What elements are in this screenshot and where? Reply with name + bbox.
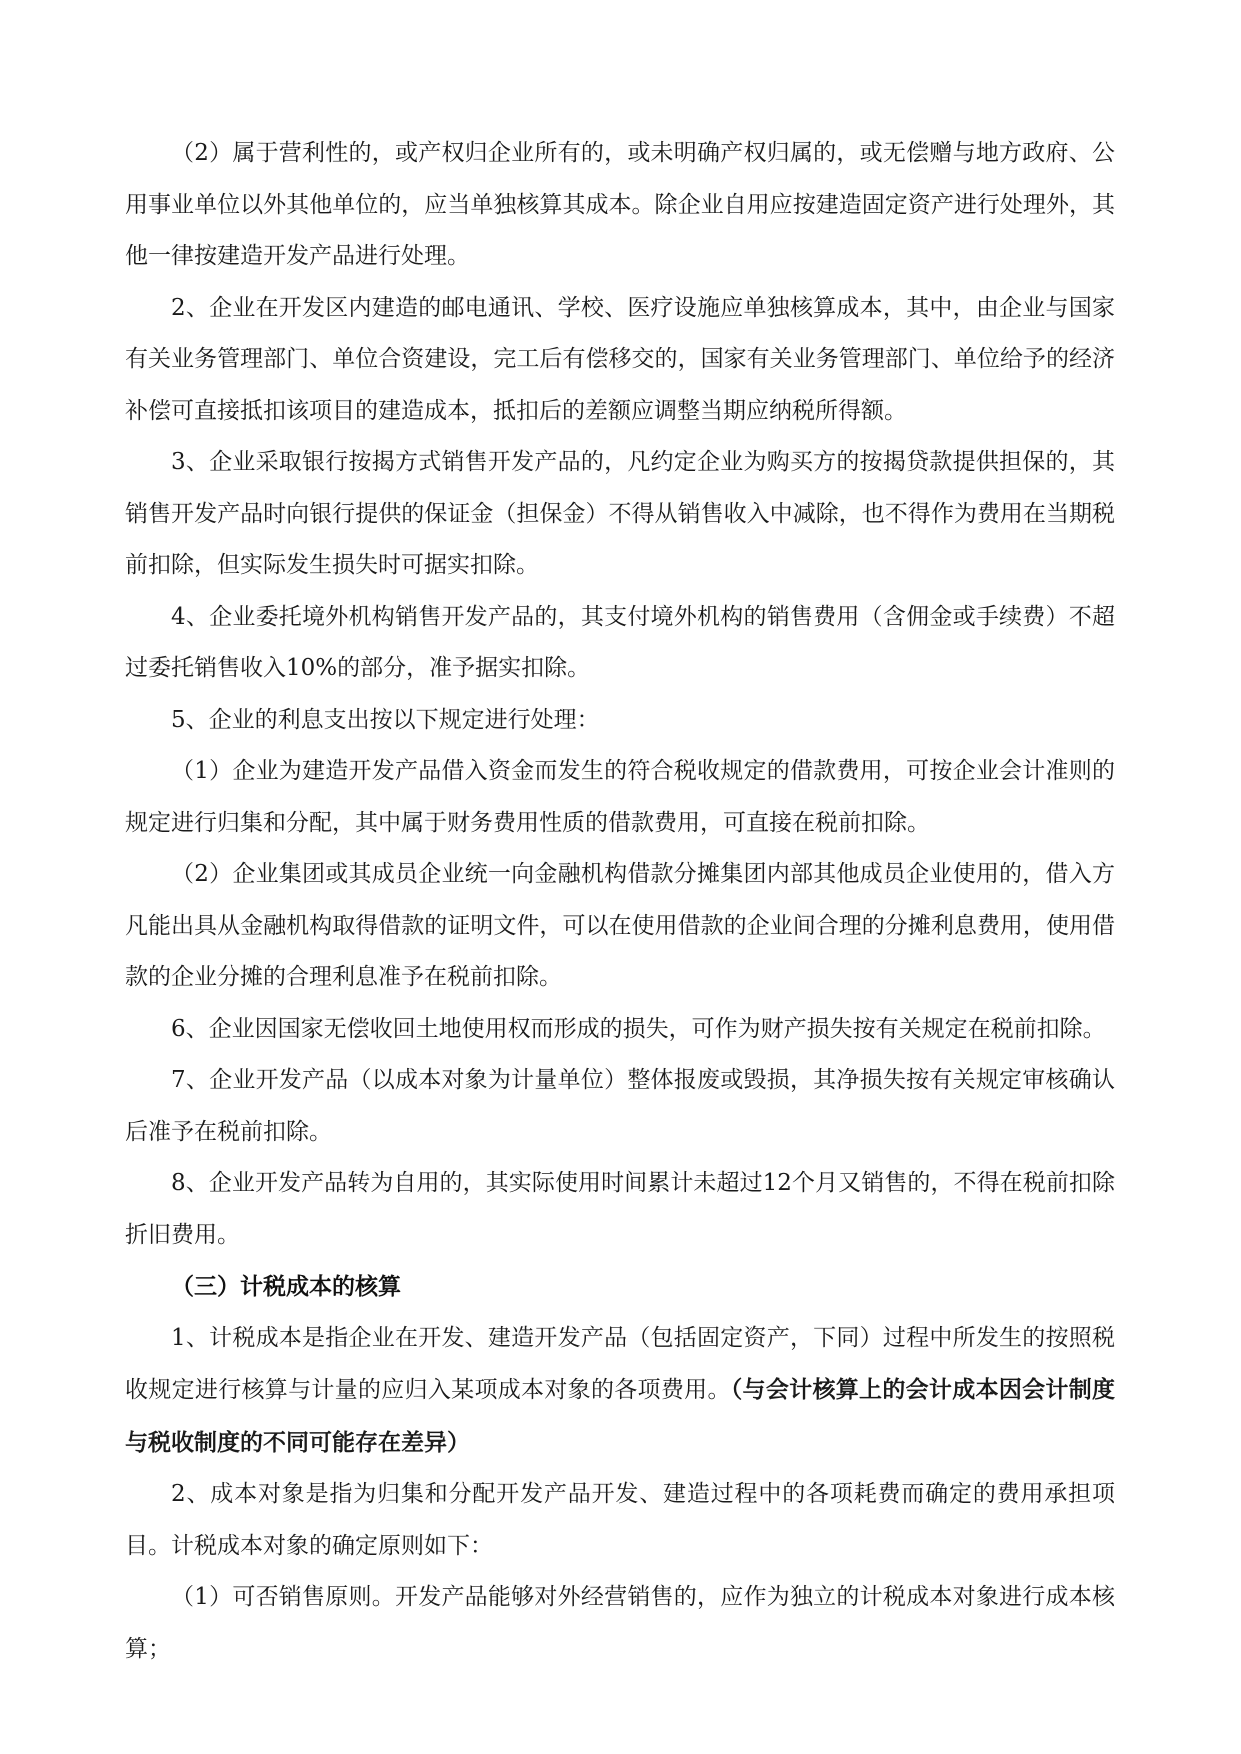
paragraph-scrap-loss: 7、企业开发产品（以成本对象为计量单位）整体报废或毁损，其净损失按有关规定审核确认后准予在税前扣除。: [125, 1067, 1115, 1145]
paragraph-mortgage-guarantee: 3、企业采取银行按揭方式销售开发产品的，凡约定企业为购买方的按揭贷款提供担保的，其销售开发产品时向银行提供的保证金（担保金）不得从销售收入中减除，也不得作为费用在当期税前扣除，但实际发生损失时可据实扣除。: [125, 449, 1115, 578]
paragraph-self-use-depreciation: 8、企业开发产品转为自用的，其实际使用时间累计未超过12个月又销售的，不得在税前扣除折旧费用。: [125, 1170, 1115, 1248]
section-heading-tax-cost: （三）计税成本的核算: [171, 1273, 401, 1300]
paragraph-interest-expense: 5、企业的利息支出按以下规定进行处理：: [171, 706, 600, 733]
tax-cost-bold-note: （与会计核算上的会计成本因会计制度与税收制度的不同可能存在差异）: [125, 1376, 1116, 1456]
paragraph-saleability-principle: （1）可否销售原则。开发产品能够对外经营销售的，应作为独立的计税成本对象进行成本核算；: [125, 1584, 1115, 1662]
paragraph-telecom-school-medical: 2、企业在开发区内建造的邮电通讯、学校、医疗设施应单独核算成本，其中，由企业与国家有关业务管理部门、单位合资建设，完工后有偿移交的，国家有关业务管理部门、单位给予的经济补偿可直接抵扣该项目的建造成本，抵扣后的差额应调整当期应纳税所得额。: [125, 294, 1115, 424]
document-page: [125, 128, 1115, 1675]
paragraph-cost-object-definition: 2、成本对象是指为归集和分配开发产品开发、建造过程中的各项耗费而确定的费用承担项目。计税成本对象的确定原则如下：: [125, 1481, 1115, 1559]
tax-cost-definition-text: 1、计税成本是指企业在开发、建造开发产品（包括固定资产，下同）过程中所发生的按照税收规定进行核算与计量的应归入某项成本对象的各项费用。: [125, 1324, 1115, 1403]
paragraph-group-borrowing: （2）企业集团或其成员企业统一向金融机构借款分摊集团内部其他成员企业使用的，借入方凡能出具从金融机构取得借款的证明文件，可以在使用借款的企业间合理的分摊利息费用，使用借款的企业分摊的合理利息准予在税前扣除。: [125, 861, 1115, 990]
paragraph-land-recovery-loss: 6、企业因国家无偿收回土地使用权而形成的损失，可作为财产损失按有关规定在税前扣除。: [171, 1015, 1106, 1042]
paragraph-2-profit-property: （2）属于营利性的，或产权归企业所有的，或未明确产权归属的，或无偿赠与地方政府、公用事业单位以外其他单位的，应当单独核算其成本。除企业自用应按建造固定资产进行处理外，其他一律按建造开发产品进行处理。: [125, 140, 1115, 269]
paragraph-tax-cost-definition: [125, 1313, 1115, 1470]
paragraph-borrowing-costs: （1）企业为建造开发产品借入资金而发生的符合税收规定的借款费用，可按企业会计准则的规定进行归集和分配，其中属于财务费用性质的借款费用，可直接在税前扣除。: [125, 758, 1115, 836]
paragraph-overseas-agency: 4、企业委托境外机构销售开发产品的，其支付境外机构的销售费用（含佣金或手续费）不超过委托销售收入10%的部分，准予据实扣除。: [125, 603, 1115, 681]
